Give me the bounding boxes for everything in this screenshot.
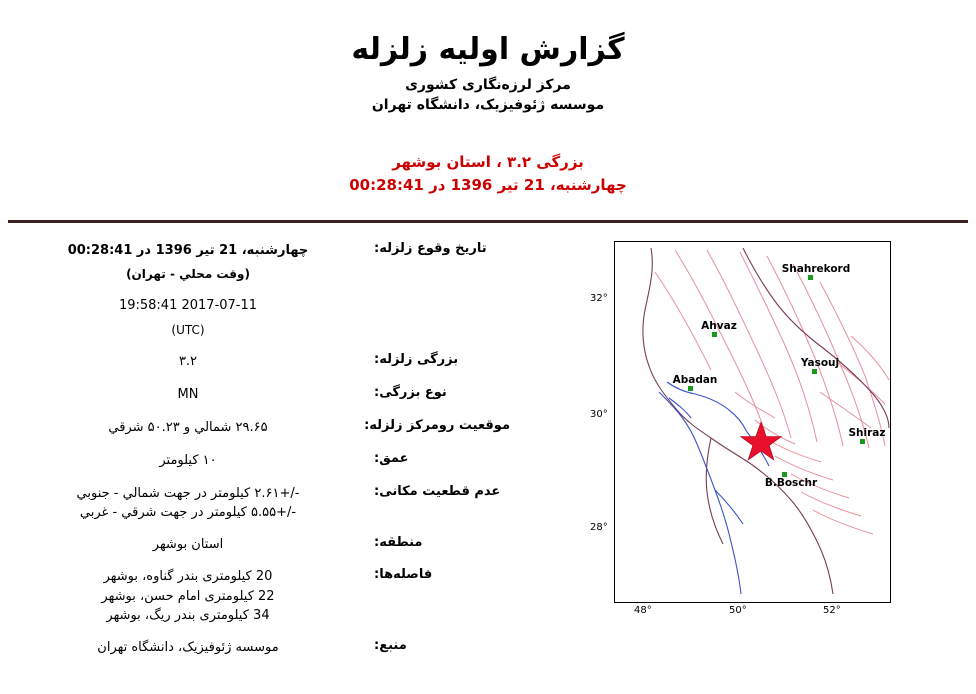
detail-value-depth: ۱۰ کیلومتر bbox=[159, 452, 217, 468]
distance-item-3: 34 کیلومتری بندر ریگ، بوشهر bbox=[106, 608, 270, 624]
map-ytick-28: 28° bbox=[590, 521, 608, 533]
event-details bbox=[0, 241, 520, 671]
detail-label-source: منبع: bbox=[374, 637, 407, 653]
city-marker-yasouj bbox=[800, 357, 839, 374]
city-label-abadan: Abadan bbox=[672, 373, 718, 386]
summary-datetime: چهارشنبه، 21 تیر 1396 در 00:28:41 bbox=[349, 176, 627, 195]
distance-item-1: 20 کیلومتری بندر گناوه، بوشهر bbox=[103, 569, 273, 585]
detail-label-uncertainty: عدم قطعیت مکانی: bbox=[374, 483, 501, 499]
detail-value-magnitude: ۳.۲ bbox=[178, 354, 198, 370]
city-label-shahrekord: Shahrekord bbox=[781, 262, 851, 275]
detail-value-source: موسسه ژئوفیزیک، دانشگاه تهران bbox=[97, 639, 279, 655]
detail-row-epicenter bbox=[6, 418, 510, 439]
borders-layer bbox=[643, 248, 889, 594]
detail-value-distances bbox=[6, 567, 370, 626]
date-local-text: چهارشنبه، 21 تیر 1396 در 00:28:41 bbox=[67, 242, 309, 258]
detail-row-magnitude-type bbox=[6, 385, 510, 406]
fault-lines-layer bbox=[655, 250, 889, 534]
date-utc-note: (UTC) bbox=[171, 323, 205, 338]
detail-row-date bbox=[6, 241, 510, 285]
detail-row-uncertainty bbox=[6, 484, 510, 523]
map-container bbox=[586, 241, 916, 631]
detail-row-source bbox=[6, 638, 510, 659]
detail-value-date-utc bbox=[6, 296, 370, 340]
org-line-2: موسسه ژئوفیزیک، دانشگاه تهران bbox=[371, 97, 605, 113]
detail-label-date: تاریخ وقوع زلزله: bbox=[374, 240, 487, 256]
city-label-shiraz: Shiraz bbox=[848, 426, 886, 439]
map-ytick-30: 30° bbox=[590, 408, 608, 420]
page-title: گزارش اولیه زلزله bbox=[351, 32, 625, 67]
detail-row-distances bbox=[6, 567, 510, 626]
date-utc-text: 2017-07-11 19:58:41 bbox=[118, 298, 258, 314]
map-xtick-52: 52° bbox=[823, 604, 841, 616]
city-marker-abadan bbox=[673, 374, 718, 391]
city-marker-ahvaz bbox=[701, 320, 737, 337]
detail-label-epicenter: موقعیت رومرکز زلزله: bbox=[364, 418, 510, 434]
epicenter-star-icon bbox=[741, 422, 782, 460]
detail-label-region: منطقه: bbox=[374, 534, 423, 550]
city-label-yasouj: Yasouj bbox=[800, 356, 840, 369]
report-body bbox=[0, 241, 976, 671]
org-line-1: مرکز لرزه‌نگاری کشوری bbox=[405, 77, 571, 93]
map-xtick-48: 48° bbox=[634, 604, 652, 616]
coastline-layer bbox=[659, 382, 769, 594]
detail-row-magnitude bbox=[6, 352, 510, 373]
city-label-bushehr: B.Boschr bbox=[764, 476, 818, 489]
detail-label-magnitude-type: نوع بزرگی: bbox=[374, 385, 447, 401]
detail-value-date-local bbox=[6, 241, 370, 285]
detail-value-magnitude-type: MN bbox=[177, 387, 199, 403]
detail-value-region: استان بوشهر bbox=[152, 536, 224, 552]
header-divider bbox=[8, 220, 968, 223]
detail-label-magnitude: بزرگی زلزله: bbox=[374, 352, 459, 368]
city-marker-shahrekord bbox=[782, 263, 851, 280]
detail-row-date-utc bbox=[6, 296, 510, 340]
detail-row-region bbox=[6, 535, 510, 556]
city-label-ahvaz: Ahvaz bbox=[701, 319, 737, 332]
distance-item-2: 22 کیلومتری امام حسن، بوشهر bbox=[101, 588, 275, 604]
uncertainty-ns: -/+۲.۶۱ کیلومتر در جهت شمالي - جنوبي bbox=[76, 485, 300, 501]
detail-label-distances: فاصله‌ها: bbox=[374, 567, 433, 583]
map-frame bbox=[614, 241, 891, 603]
event-summary bbox=[0, 151, 976, 198]
detail-value-epicenter: ۲۹.۶۵ شمالي و ۵۰.۲۳ شرقي bbox=[108, 420, 268, 436]
map-ytick-32: 32° bbox=[590, 292, 608, 304]
date-local-note: (وقت محلي - تهران) bbox=[126, 267, 250, 282]
map-svg bbox=[615, 242, 890, 602]
detail-row-depth bbox=[6, 451, 510, 472]
detail-value-uncertainty bbox=[6, 484, 370, 523]
report-header bbox=[0, 0, 976, 113]
map-panel bbox=[520, 241, 960, 631]
map-xtick-50: 50° bbox=[729, 604, 747, 616]
detail-label-depth: عمق: bbox=[374, 450, 409, 466]
uncertainty-ew: -/+۵.۵۵ کیلومتر در جهت شرقي - غربي bbox=[79, 505, 297, 521]
summary-magnitude-region: بزرگی ۳.۲ ، استان بوشهر bbox=[392, 153, 584, 171]
